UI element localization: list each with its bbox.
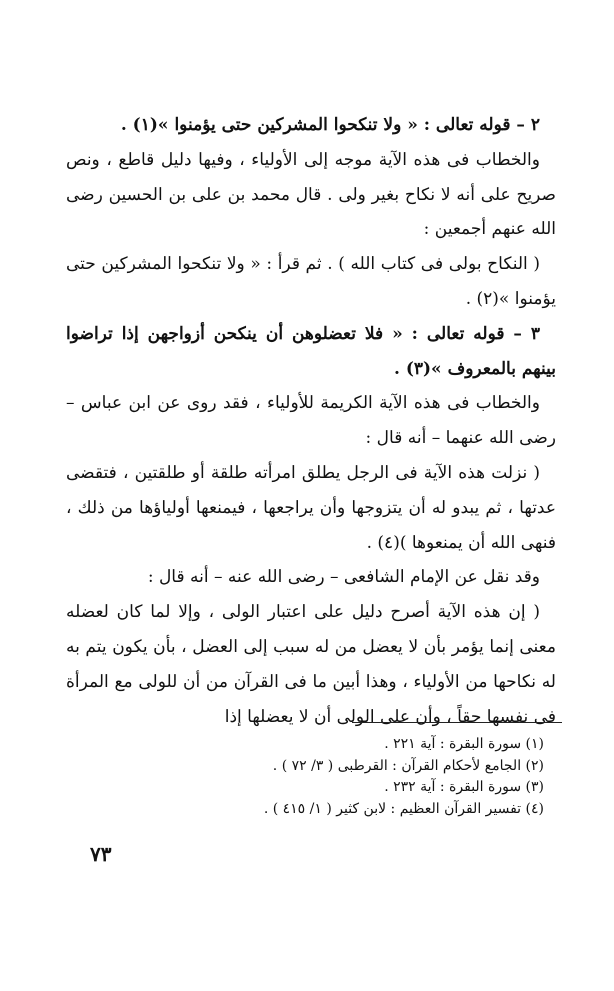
paragraph: والخطاب فى هذه الآية موجه إلى الأولياء ، وفيها دليل قاطع ، ونص صريح على أنه لا نكاح بغير ولى . قال محمد بن على بن الحسين رضى الله عنهم أجمعين : bbox=[66, 149, 556, 240]
paragraph: والخطاب فى هذه الآية الكريمة للأولياء ، فقد روى عن ابن عباس – رضى الله عنهما – أنه قال : bbox=[66, 393, 556, 449]
paragraph: وقد نقل عن الإمام الشافعى – رضى الله عنه – أنه قال : bbox=[147, 567, 540, 588]
heading-item-2: ٢ – قوله تعالى : « ولا تنكحوا المشركين حتى يؤمنوا »(١) . bbox=[120, 115, 540, 135]
footnote-1: (١) سورة البقرة : آية ٢٢١ . bbox=[384, 736, 544, 752]
quotation-paragraph: ( النكاح بولى فى كتاب الله ) . ثم قرأ : « ولا تنكحوا المشركين حتى يؤمنوا »(٢) . bbox=[66, 254, 556, 309]
main-text bbox=[66, 108, 556, 734]
quotation-paragraph: ( إن هذه الآية أصرح دليل على اعتبار الولى ، وإلا لما كان لعضله معنى إنما يؤمر بأن لا يعضل من له سبب إلى العضل ، بأن يكون يتم به له نكاحها من الأولياء ، وهذا أبين ما فى القرآن من أن للولى مع المرأة فى نفسها حقاً ، وأن على الولى أن لا يعضلها إذا bbox=[66, 602, 556, 727]
quotation-paragraph: ( نزلت هذه الآية فى الرجل يطلق امرأته طلقة أو طلقتين ، فتقضى عدتها ، ثم يبدو له أن يتزوجها وأن يراجعها ، فيمنعها أولياؤها من ذلك ، فنهى الله أن يمنعوها )(٤) . bbox=[66, 462, 556, 553]
footnote-3: (٣) سورة البقرة : آية ٢٣٢ . bbox=[384, 779, 544, 795]
footnote-2: (٢) الجامع لأحكام القرآن : القرطبى ( ٣/ ٧٢ ) . bbox=[272, 757, 544, 774]
page-number: ٧٣ bbox=[90, 842, 112, 866]
footnotes bbox=[66, 734, 544, 820]
footnote-4: (٤) تفسير القرآن العظيم : لابن كثير ( ١/ ٤١٥ ) . bbox=[263, 800, 544, 817]
heading-item-3: ٣ – قوله تعالى : « فلا تعضلوهن أن ينكحن أزواجهن إذا تراضوا بينهم بالمعروف »(٣) . bbox=[66, 323, 556, 379]
footnote-divider bbox=[352, 722, 562, 723]
